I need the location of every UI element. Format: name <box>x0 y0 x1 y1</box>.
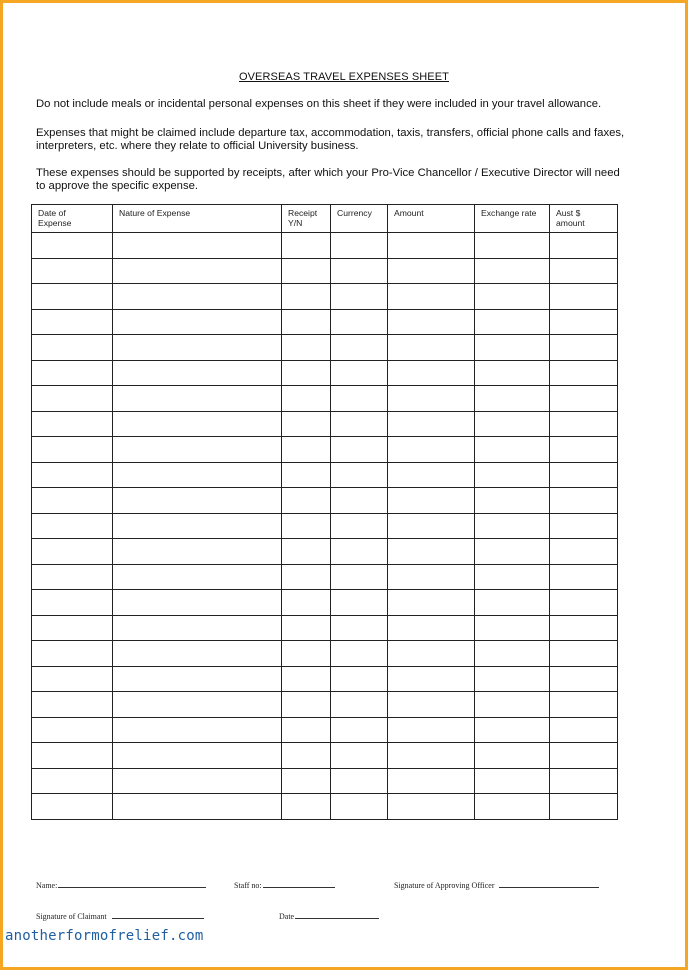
table-cell[interactable] <box>388 615 475 641</box>
table-cell[interactable] <box>32 258 113 284</box>
table-cell[interactable] <box>331 284 388 310</box>
table-cell[interactable] <box>282 233 331 259</box>
table-cell[interactable] <box>550 513 618 539</box>
table-cell[interactable] <box>550 590 618 616</box>
table-cell[interactable] <box>113 233 282 259</box>
table-cell[interactable] <box>113 411 282 437</box>
table-cell[interactable] <box>113 768 282 794</box>
table-cell[interactable] <box>388 360 475 386</box>
table-cell[interactable] <box>388 794 475 820</box>
staff-no-field[interactable] <box>234 879 335 890</box>
table-cell[interactable] <box>113 309 282 335</box>
table-cell[interactable] <box>32 743 113 769</box>
table-cell[interactable] <box>550 386 618 412</box>
table-cell[interactable] <box>475 360 550 386</box>
table-cell[interactable] <box>282 284 331 310</box>
approving-officer-label: Signature of Approving Officer <box>394 881 495 890</box>
table-cell[interactable] <box>475 233 550 259</box>
table-cell[interactable] <box>331 233 388 259</box>
table-cell[interactable] <box>282 513 331 539</box>
page-title: OVERSEAS TRAVEL EXPENSES SHEET <box>238 71 450 83</box>
table-row <box>32 488 618 514</box>
table-row <box>32 309 618 335</box>
table-cell[interactable] <box>388 743 475 769</box>
table-cell[interactable] <box>475 462 550 488</box>
table-cell[interactable] <box>282 666 331 692</box>
table-cell[interactable] <box>282 309 331 335</box>
table-cell[interactable] <box>113 666 282 692</box>
table-cell[interactable] <box>32 488 113 514</box>
table-cell[interactable] <box>282 743 331 769</box>
table-cell[interactable] <box>32 564 113 590</box>
table-cell[interactable] <box>550 437 618 463</box>
table-cell[interactable] <box>475 666 550 692</box>
table-cell[interactable] <box>550 233 618 259</box>
approving-officer-field[interactable] <box>394 879 599 890</box>
date-field[interactable] <box>279 910 379 921</box>
column-header-date: Date of Expense <box>32 205 113 233</box>
table-cell[interactable] <box>331 539 388 565</box>
table-cell[interactable] <box>331 641 388 667</box>
table-cell[interactable] <box>550 564 618 590</box>
table-cell[interactable] <box>113 513 282 539</box>
staff-no-label: Staff no: <box>234 881 262 890</box>
column-header-amount: Amount <box>388 205 475 233</box>
table-cell[interactable] <box>550 692 618 718</box>
table-cell[interactable] <box>475 692 550 718</box>
table-cell[interactable] <box>550 666 618 692</box>
column-header-nature: Nature of Expense <box>113 205 282 233</box>
table-row <box>32 692 618 718</box>
table-cell[interactable] <box>475 564 550 590</box>
table-cell[interactable] <box>113 462 282 488</box>
table-cell[interactable] <box>113 717 282 743</box>
table-cell[interactable] <box>475 335 550 361</box>
table-cell[interactable] <box>331 258 388 284</box>
table-cell[interactable] <box>331 768 388 794</box>
table-cell[interactable] <box>113 615 282 641</box>
table-row <box>32 539 618 565</box>
table-cell[interactable] <box>32 615 113 641</box>
table-cell[interactable] <box>32 794 113 820</box>
table-cell[interactable] <box>475 309 550 335</box>
staff-no-line[interactable] <box>263 879 335 888</box>
table-cell[interactable] <box>32 233 113 259</box>
table-cell[interactable] <box>550 743 618 769</box>
table-cell[interactable] <box>550 258 618 284</box>
table-cell[interactable] <box>475 258 550 284</box>
table-cell[interactable] <box>113 794 282 820</box>
table-cell[interactable] <box>331 437 388 463</box>
table-row <box>32 233 618 259</box>
table-cell[interactable] <box>550 284 618 310</box>
table-cell[interactable] <box>388 564 475 590</box>
table-cell[interactable] <box>282 462 331 488</box>
table-cell[interactable] <box>32 335 113 361</box>
table-cell[interactable] <box>331 590 388 616</box>
table-cell[interactable] <box>282 437 331 463</box>
table-cell[interactable] <box>32 539 113 565</box>
table-cell[interactable] <box>550 335 618 361</box>
table-row <box>32 284 618 310</box>
table-cell[interactable] <box>282 615 331 641</box>
table-cell[interactable] <box>32 437 113 463</box>
table-cell[interactable] <box>388 717 475 743</box>
table-cell[interactable] <box>475 590 550 616</box>
table-cell[interactable] <box>282 590 331 616</box>
table-cell[interactable] <box>550 488 618 514</box>
table-cell[interactable] <box>113 590 282 616</box>
table-cell[interactable] <box>388 284 475 310</box>
table-row <box>32 258 618 284</box>
table-cell[interactable] <box>113 641 282 667</box>
table-cell[interactable] <box>331 692 388 718</box>
claimant-signature-line[interactable] <box>112 910 204 919</box>
table-cell[interactable] <box>550 462 618 488</box>
table-cell[interactable] <box>282 717 331 743</box>
table-row <box>32 794 618 820</box>
expenses-table <box>31 204 618 820</box>
claimant-signature-label: Signature of Claimant <box>36 912 107 921</box>
table-cell[interactable] <box>32 768 113 794</box>
table-cell[interactable] <box>113 258 282 284</box>
table-cell[interactable] <box>113 488 282 514</box>
table-cell[interactable] <box>32 462 113 488</box>
table-cell[interactable] <box>475 641 550 667</box>
table-row <box>32 590 618 616</box>
table-cell[interactable] <box>331 717 388 743</box>
table-cell[interactable] <box>475 768 550 794</box>
table-row <box>32 386 618 412</box>
table-cell[interactable] <box>550 539 618 565</box>
table-cell[interactable] <box>32 411 113 437</box>
table-cell[interactable] <box>331 513 388 539</box>
table-cell[interactable] <box>282 794 331 820</box>
table-cell[interactable] <box>32 641 113 667</box>
table-row <box>32 666 618 692</box>
table-cell[interactable] <box>32 284 113 310</box>
table-cell[interactable] <box>550 360 618 386</box>
table-cell[interactable] <box>331 386 388 412</box>
table-cell[interactable] <box>388 233 475 259</box>
table-row <box>32 564 618 590</box>
table-cell[interactable] <box>388 539 475 565</box>
column-header-aust-amount: Aust $ amount <box>550 205 618 233</box>
table-cell[interactable] <box>282 386 331 412</box>
table-cell[interactable] <box>550 717 618 743</box>
table-cell[interactable] <box>388 411 475 437</box>
table-cell[interactable] <box>475 411 550 437</box>
name-field[interactable] <box>36 879 206 890</box>
table-cell[interactable] <box>388 462 475 488</box>
table-cell[interactable] <box>388 513 475 539</box>
table-body <box>32 233 618 820</box>
table-cell[interactable] <box>282 641 331 667</box>
table-cell[interactable] <box>282 335 331 361</box>
page-frame <box>3 3 685 967</box>
table-row <box>32 743 618 769</box>
table-cell[interactable] <box>282 488 331 514</box>
table-cell[interactable] <box>282 411 331 437</box>
table-cell[interactable] <box>331 335 388 361</box>
table-cell[interactable] <box>550 411 618 437</box>
table-cell[interactable] <box>388 590 475 616</box>
instruction-paragraph-1: Do not include meals or incidental personal expenses on this sheet if they were included in your travel allowance. <box>36 98 602 110</box>
date-label: Date <box>279 912 295 921</box>
name-label: Name: <box>36 881 58 890</box>
table-cell[interactable] <box>475 284 550 310</box>
table-cell[interactable] <box>475 615 550 641</box>
table-cell[interactable] <box>475 513 550 539</box>
table-cell[interactable] <box>331 360 388 386</box>
table-row <box>32 513 618 539</box>
table-cell[interactable] <box>550 794 618 820</box>
table-cell[interactable] <box>32 692 113 718</box>
table-cell[interactable] <box>388 386 475 412</box>
table-cell[interactable] <box>475 717 550 743</box>
table-cell[interactable] <box>331 743 388 769</box>
table-cell[interactable] <box>113 743 282 769</box>
table-row <box>32 615 618 641</box>
table-cell[interactable] <box>331 794 388 820</box>
table-cell[interactable] <box>475 743 550 769</box>
table-cell[interactable] <box>113 437 282 463</box>
instruction-paragraph-3: These expenses should be supported by receipts, after which your Pro-Vice Chancellor / Executive Director will need to approve the specific expense. <box>36 167 620 192</box>
table-cell[interactable] <box>388 437 475 463</box>
table-cell[interactable] <box>331 564 388 590</box>
table-cell[interactable] <box>113 564 282 590</box>
table-cell[interactable] <box>113 539 282 565</box>
table-cell[interactable] <box>475 437 550 463</box>
table-cell[interactable] <box>32 513 113 539</box>
name-line[interactable] <box>58 879 206 888</box>
table-cell[interactable] <box>32 309 113 335</box>
table-cell[interactable] <box>388 488 475 514</box>
column-header-exchange-rate: Exchange rate <box>475 205 550 233</box>
table-cell[interactable] <box>550 615 618 641</box>
table-cell[interactable] <box>282 768 331 794</box>
column-header-currency: Currency <box>331 205 388 233</box>
table-cell[interactable] <box>113 284 282 310</box>
table-cell[interactable] <box>113 335 282 361</box>
table-cell[interactable] <box>331 615 388 641</box>
table-cell[interactable] <box>331 666 388 692</box>
table-cell[interactable] <box>331 488 388 514</box>
instruction-paragraph-2: Expenses that might be claimed include departure tax, accommodation, taxis, transfers, official phone calls and faxes, interpreters, etc. where they relate to official University business. <box>36 127 625 152</box>
table-cell[interactable] <box>388 258 475 284</box>
table-cell[interactable] <box>282 692 331 718</box>
table-cell[interactable] <box>388 692 475 718</box>
table-cell[interactable] <box>388 309 475 335</box>
table-cell[interactable] <box>388 335 475 361</box>
table-row <box>32 462 618 488</box>
table-cell[interactable] <box>388 641 475 667</box>
column-header-receipt: Receipt Y/N <box>282 205 331 233</box>
table-cell[interactable] <box>282 258 331 284</box>
table-cell[interactable] <box>113 692 282 718</box>
table-cell[interactable] <box>550 309 618 335</box>
table-cell[interactable] <box>32 666 113 692</box>
table-cell[interactable] <box>388 768 475 794</box>
table-cell[interactable] <box>113 360 282 386</box>
table-cell[interactable] <box>475 488 550 514</box>
table-cell[interactable] <box>475 794 550 820</box>
approving-officer-line[interactable] <box>499 879 599 888</box>
table-cell[interactable] <box>32 386 113 412</box>
table-cell[interactable] <box>32 590 113 616</box>
table-cell[interactable] <box>475 386 550 412</box>
table-row <box>32 360 618 386</box>
date-line[interactable] <box>295 910 379 919</box>
watermark-text: anotherformofrelief.com <box>5 928 204 944</box>
table-cell[interactable] <box>282 564 331 590</box>
table-cell[interactable] <box>388 666 475 692</box>
table-cell[interactable] <box>550 768 618 794</box>
table-cell[interactable] <box>282 360 331 386</box>
table-cell[interactable] <box>32 717 113 743</box>
table-cell[interactable] <box>550 641 618 667</box>
table-cell[interactable] <box>113 386 282 412</box>
table-cell[interactable] <box>282 539 331 565</box>
table-row <box>32 335 618 361</box>
table-row <box>32 437 618 463</box>
claimant-signature-field[interactable] <box>36 910 204 921</box>
table-cell[interactable] <box>32 360 113 386</box>
table-cell[interactable] <box>475 539 550 565</box>
table-row <box>32 768 618 794</box>
table-cell[interactable] <box>331 309 388 335</box>
table-header-row <box>32 205 618 233</box>
table-row <box>32 641 618 667</box>
table-row <box>32 411 618 437</box>
table-row <box>32 717 618 743</box>
table-cell[interactable] <box>331 411 388 437</box>
table-cell[interactable] <box>331 462 388 488</box>
